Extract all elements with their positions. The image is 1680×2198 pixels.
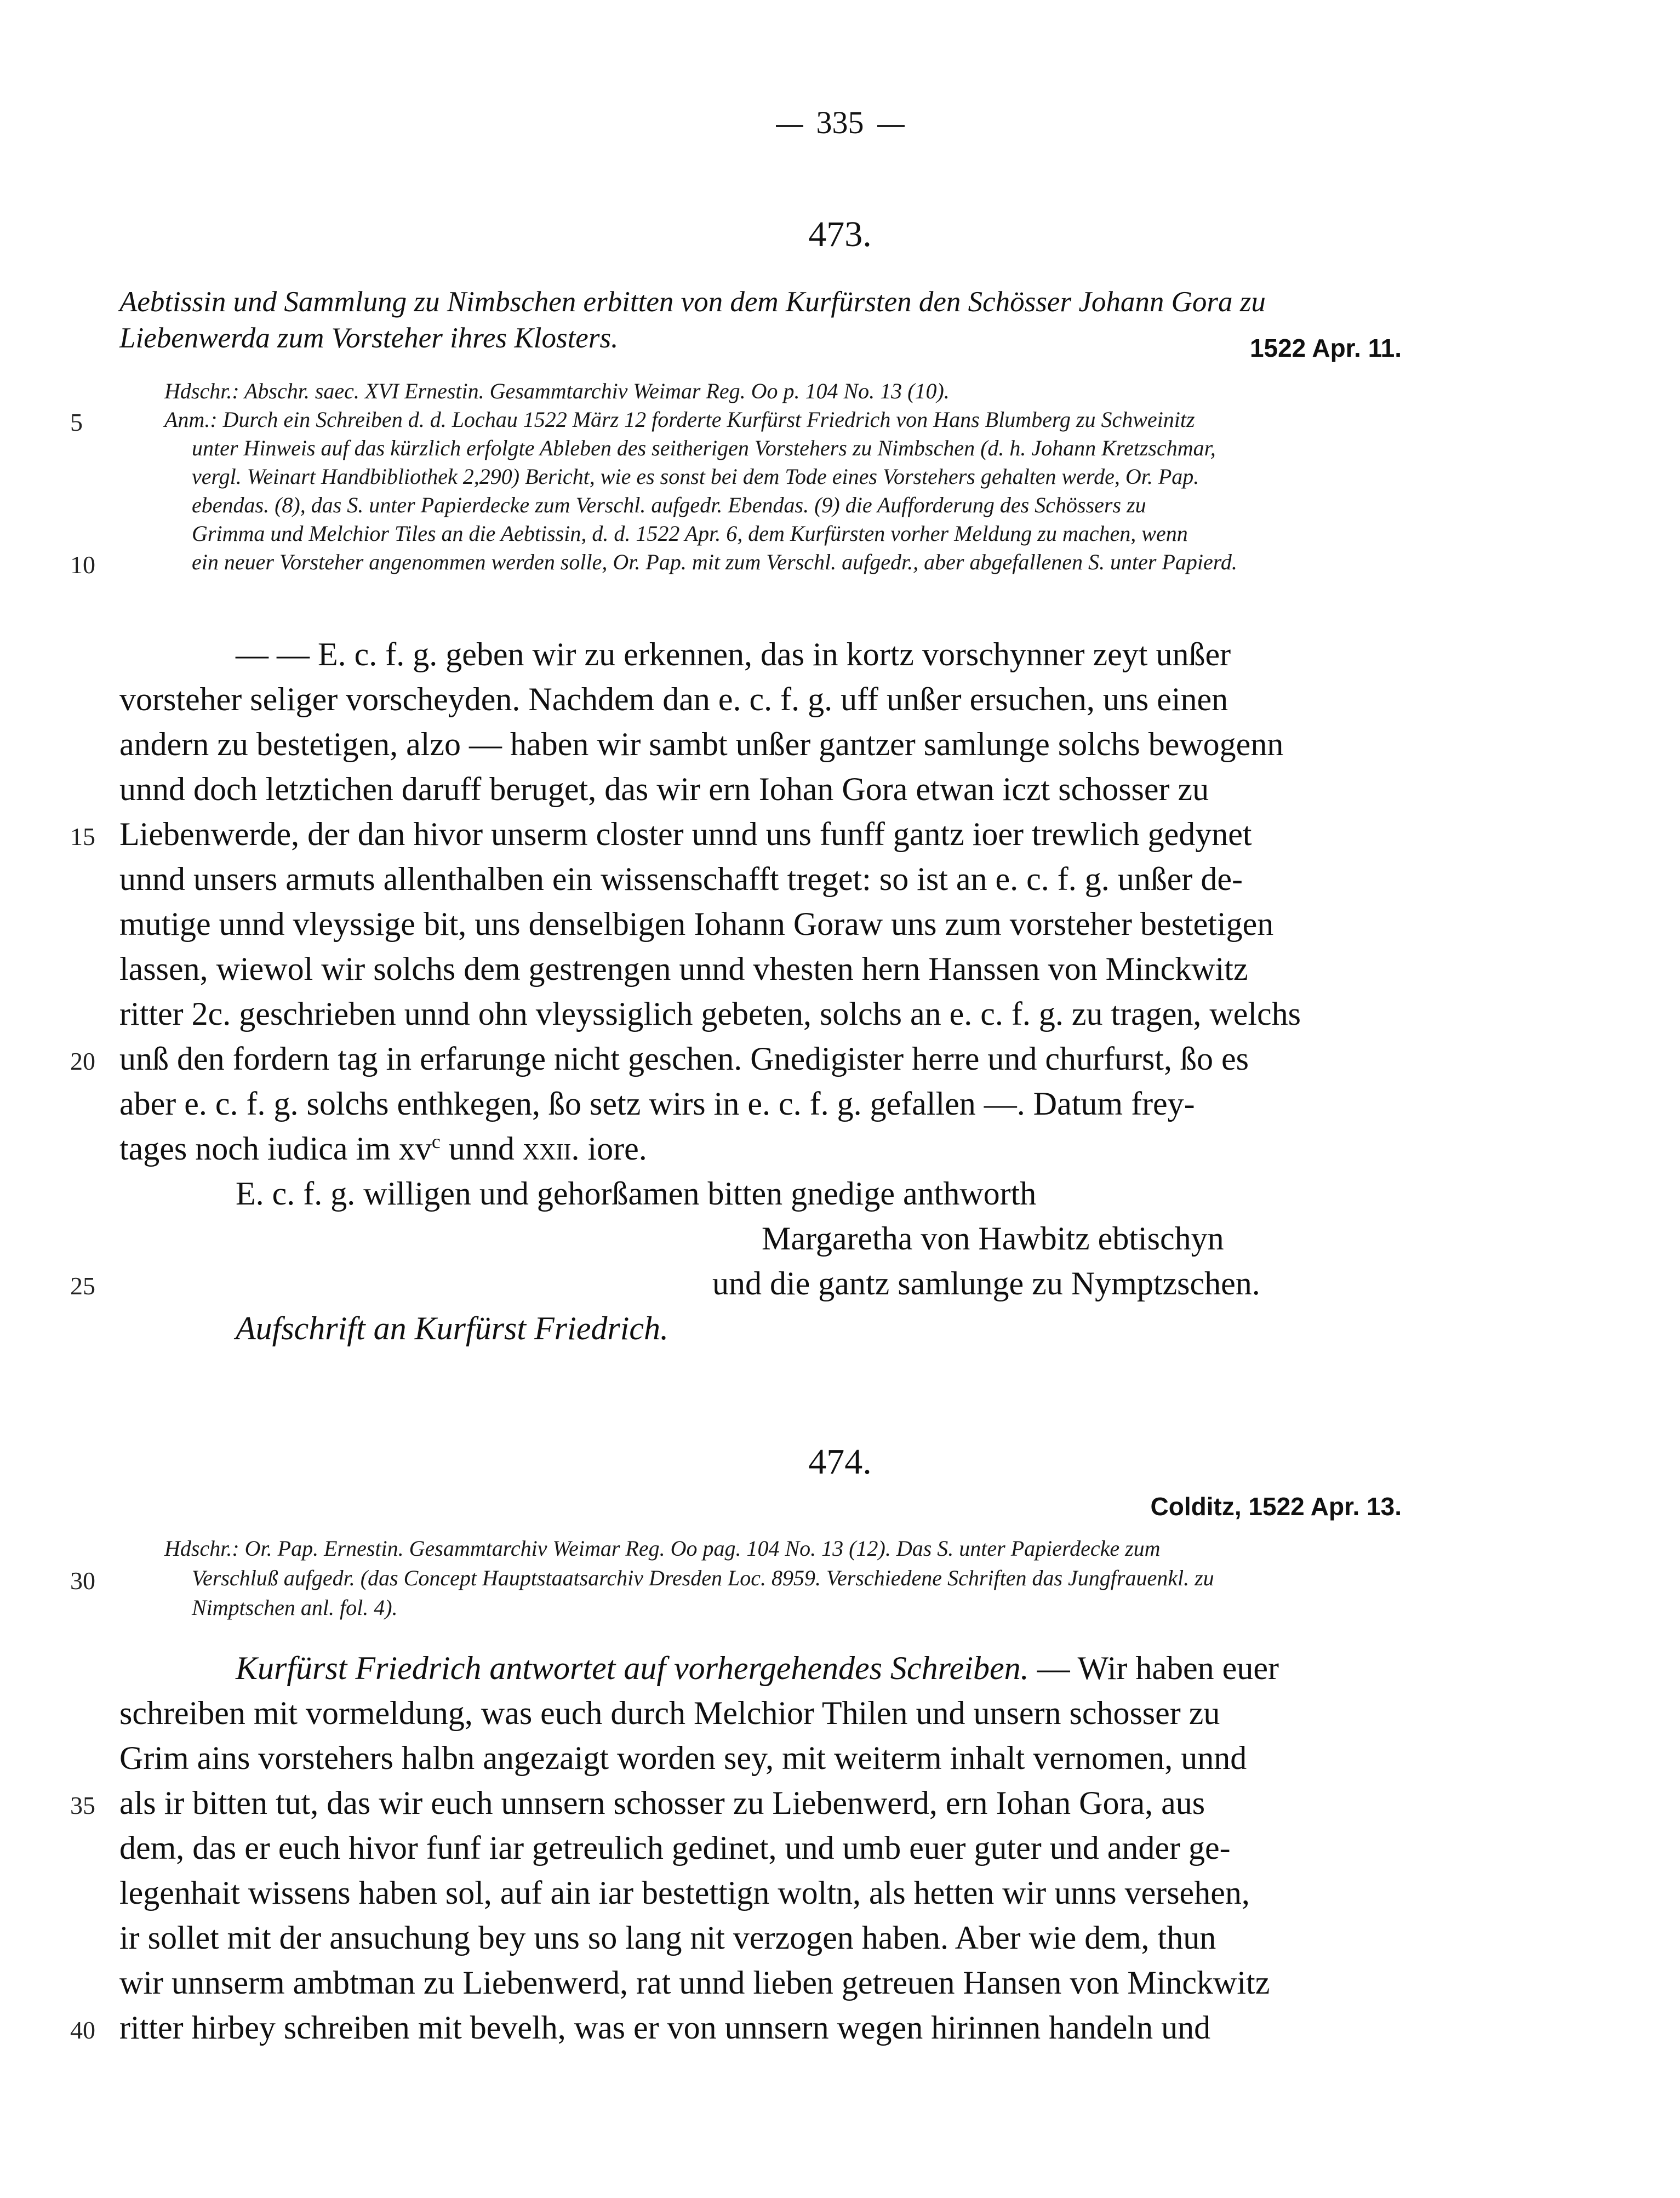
note-line: Anm.: Durch ein Schreiben d. d. Lochau 1522 März 12 forderte Kurfürst Friedrich von Hans Blumberg zu Schweinitz <box>164 407 1195 432</box>
note-line: Verschluß aufgedr. (das Concept Hauptstaatsarchiv Dresden Loc. 8959. Verschiedene Schriften das Jungfrauenkl. zu <box>192 1566 1214 1590</box>
line-number: 30 <box>70 1567 95 1595</box>
body-line: dem, das er euch hivor funf iar getreulich gedinet, und umb euer guter und ander ge- <box>119 1830 1231 1866</box>
note-line: unter Hinweis auf das kürzlich erfolgte Ableben des seitherigen Vorstehers zu Nimbschen (d. h. Johann Kretzschmar, <box>192 436 1216 460</box>
note-line: ein neuer Vorsteher angenommen werden solle, Or. Pap. mit zum Verschl. aufgedr., aber abgefallenen S. unter Papierd. <box>192 550 1237 574</box>
doc473-number: 473. <box>808 214 872 254</box>
note-line: ebendas. (8), das S. unter Papierdecke zum Verschl. aufgedr. Ebendas. (9) die Aufforderung des Schössers zu <box>192 493 1146 517</box>
datum-superscript: c <box>431 1131 441 1152</box>
note-line: vergl. Weinart Handbibliothek 2,290) Bericht, wie es sonst bei dem Tode eines Vorstehers gehalten werde, Or. Pap. <box>192 464 1199 489</box>
body-line: ir sollet mit der ansuchung bey uns so lang nit verzogen haben. Aber wie dem, thun <box>119 1920 1216 1956</box>
doc474-date: Colditz, 1522 Apr. 13. <box>1150 1492 1402 1521</box>
note-line: Hdschr.: Abschr. saec. XVI Ernestin. Gesammtarchiv Weimar Reg. Oo p. 104 No. 13 (10). <box>164 379 950 403</box>
datum-line <box>119 1130 647 1168</box>
body-line: unnd unsers armuts allenthalben ein wissenschafft treget: so ist an e. c. f. g. unßer de- <box>119 861 1243 897</box>
body-line: — — E. c. f. g. geben wir zu erkennen, das in kortz vorschynner zeyt unßer <box>236 636 1231 672</box>
body-line: wir unnserm ambtman zu Liebenwerd, rat unnd lieben getreuen Hansen von Minckwitz <box>119 1965 1270 2001</box>
body-line: als ir bitten tut, das wir euch unnsern schosser zu Liebenwerd, ern Iohan Gora, aus <box>119 1785 1205 1821</box>
doc473-title-line1: Aebtissin und Sammlung zu Nimbschen erbitten von dem Kurfürsten den Schösser Johann Gora zu <box>119 286 1266 318</box>
body-line: andern zu bestetigen, alzo — haben wir sambt unßer gantzer samlunge solchs bewogenn <box>119 726 1284 762</box>
note-line: Grimma und Melchior Tiles an die Aebtissin, d. d. 1522 Apr. 6, dem Kurfürsten vorher Meldung zu machen, wenn <box>192 521 1188 546</box>
doc474-number: 474. <box>808 1442 872 1482</box>
note-line: Nimptschen anl. fol. 4). <box>192 1595 398 1620</box>
intro-rest: — Wir haben euer <box>1028 1650 1279 1686</box>
aufschrift-line: Aufschrift an Kurfürst Friedrich. <box>236 1310 669 1346</box>
line-number: 20 <box>70 1047 95 1075</box>
note-line: Hdschr.: Or. Pap. Ernestin. Gesammtarchiv Weimar Reg. Oo pag. 104 No. 13 (12). Das S. unter Papierdecke zum <box>164 1536 1161 1561</box>
body-line: unnd doch letztichen daruff beruget, das wir ern Iohan Gora etwan iczt schosser zu <box>119 771 1209 807</box>
page-header <box>0 104 1680 141</box>
signature-line: und die gantz samlunge zu Nymptzschen. <box>712 1265 1260 1301</box>
line-number: 40 <box>70 2016 95 2044</box>
body-line: legenhait wissens haben sol, auf ain iar bestettign woltn, als hetten wir unns versehen, <box>119 1875 1250 1911</box>
body-line: aber e. c. f. g. solchs enthkegen, ßo setz wirs in e. c. f. g. gefallen —. Datum frey- <box>119 1086 1195 1122</box>
header-rule-right <box>877 125 905 127</box>
body-line: vorsteher seliger vorscheyden. Nachdem dan e. c. f. g. uff unßer ersuchen, uns einen <box>119 681 1228 717</box>
body-line: unß den fordern tag in erfarunge nicht geschen. Gnedigister herre und churfurst, ßo es <box>119 1041 1249 1077</box>
header-rule-left <box>776 125 803 127</box>
body-line: lassen, wiewol wir solchs dem gestrengen unnd vhesten hern Hanssen von Minckwitz <box>119 951 1248 987</box>
doc473-date: 1522 Apr. 11. <box>1249 334 1402 362</box>
datum-roman-numeral: xxii <box>522 1131 572 1167</box>
body-line: Grim ains vorstehers halbn angezaigt worden sey, mit weiterm inhalt vernomen, unnd <box>119 1740 1247 1776</box>
datum-mid: unnd <box>440 1131 523 1167</box>
body-line: ritter hirbey schreiben mit bevelh, was er von unnsern wegen hirinnen handeln und <box>119 2009 1211 2046</box>
body-line: schreiben mit vormeldung, was euch durch Melchior Thilen und unsern schosser zu <box>119 1695 1220 1731</box>
datum-pre: tages noch iudica im xv <box>119 1131 432 1167</box>
body-line: ritter 2c. geschrieben unnd ohn vleyssiglich gebeten, solchs an e. c. f. g. zu tragen, welchs <box>119 996 1301 1032</box>
closing-line: E. c. f. g. willigen und gehorßamen bitten gnedige anthworth <box>236 1175 1037 1212</box>
line-number: 25 <box>70 1272 95 1300</box>
line-number: 10 <box>70 551 95 579</box>
datum-post: . iore. <box>571 1131 647 1167</box>
body-line: mutige unnd vleyssige bit, uns denselbigen Iohann Goraw uns zum vorsteher bestetigen <box>119 906 1274 942</box>
doc473-title-line2: Liebenwerda zum Vorsteher ihres Klosters. <box>119 322 619 354</box>
intro-summary: Kurfürst Friedrich antwortet auf vorhergehendes Schreiben. <box>236 1650 1029 1686</box>
body-line: Liebenwerde, der dan hivor unserm closter unnd uns funff gantz ioer trewlich gedynet <box>119 816 1252 852</box>
signature-line: Margaretha von Hawbitz ebtischyn <box>762 1220 1224 1257</box>
intro-line <box>236 1649 1279 1687</box>
line-number: 15 <box>70 823 95 850</box>
page-number: 335 <box>816 105 864 140</box>
line-number: 35 <box>70 1791 95 1819</box>
line-number: 5 <box>70 408 83 436</box>
